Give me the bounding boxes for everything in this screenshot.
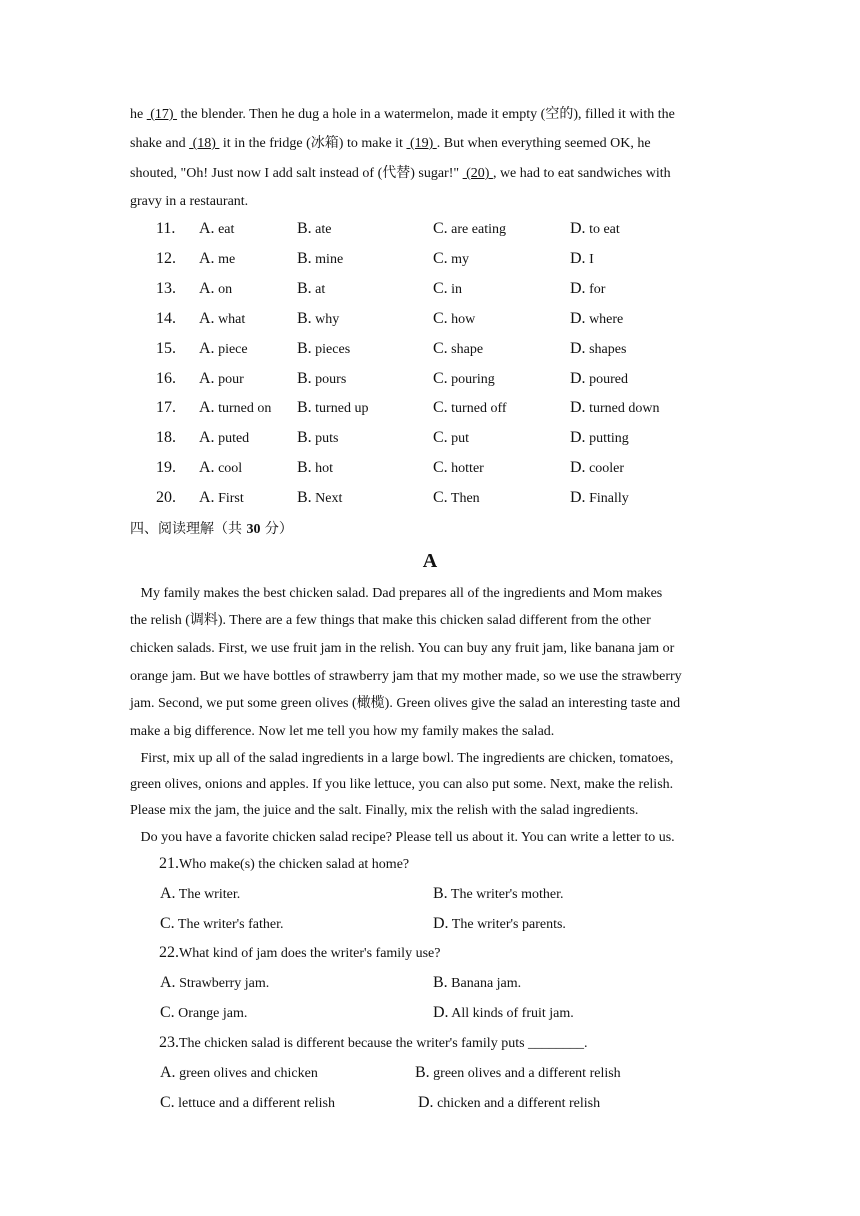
- answer-option[interactable]: [418, 1094, 600, 1112]
- question-text: The chicken salad is different because the writer's family puts ________.: [179, 1036, 588, 1051]
- option-letter: B.: [297, 339, 312, 357]
- answer-option[interactable]: [199, 220, 234, 239]
- option-text: pours: [311, 371, 347, 387]
- option-text: cool: [214, 461, 243, 477]
- option-text: my: [447, 251, 470, 267]
- question-number: 23.: [159, 1034, 179, 1051]
- section-heading: [130, 518, 293, 538]
- text-run: the blender. Then he dug a hole in a watermelon, made it empty (空的), filled it with the: [177, 107, 675, 122]
- option-text: are eating: [447, 222, 506, 237]
- option-text: hotter: [447, 461, 484, 477]
- option-letter: C.: [433, 459, 448, 477]
- option-letter: C.: [160, 1004, 175, 1021]
- option-text: put: [447, 431, 470, 447]
- option-letter: C.: [433, 279, 448, 297]
- answer-option[interactable]: [297, 310, 339, 329]
- option-letter: A.: [199, 369, 215, 387]
- answer-blank: (18): [189, 136, 220, 151]
- answer-option[interactable]: [297, 370, 346, 389]
- text-run: it in the fridge (冰箱) to make it: [219, 136, 407, 151]
- option-text: turned down: [585, 401, 660, 417]
- answer-option[interactable]: [297, 250, 343, 269]
- answer-option[interactable]: [433, 974, 521, 992]
- answer-option[interactable]: [433, 310, 475, 329]
- question-text: What kind of jam does the writer's family use?: [179, 946, 441, 961]
- question-number: 16.: [156, 369, 176, 387]
- option-text: on: [214, 281, 233, 297]
- passage-line: the relish (调料). There are a few things that make this chicken salad different from the other: [130, 613, 651, 628]
- option-text: turned up: [311, 401, 369, 417]
- option-letter: D.: [570, 489, 586, 507]
- question-stem: [159, 944, 440, 963]
- question-number: 13.: [156, 279, 176, 297]
- option-text: The writer's father.: [174, 917, 284, 932]
- answer-option[interactable]: [570, 340, 626, 359]
- answer-option[interactable]: [160, 974, 269, 992]
- option-text: turned off: [447, 401, 507, 417]
- passage-line: orange jam. But we have bottles of strawberry jam that my mother made, so we use the strawberry: [130, 669, 682, 684]
- passage-line: make a big difference. Now let me tell you how my family makes the salad.: [130, 724, 555, 739]
- answer-option[interactable]: [433, 489, 480, 508]
- question-number: 22.: [159, 944, 179, 961]
- question-row: [0, 370, 860, 390]
- option-letter: D.: [570, 459, 586, 477]
- answer-option[interactable]: [570, 459, 624, 478]
- option-text: cooler: [585, 461, 625, 477]
- answer-option[interactable]: [199, 399, 271, 418]
- answer-option[interactable]: [433, 885, 563, 903]
- option-text: The writer's mother.: [447, 887, 564, 902]
- option-letter: B.: [297, 279, 312, 297]
- passage-line: green olives, onions and apples. If you like lettuce, you can also put some. Next, make the relish.: [130, 777, 674, 792]
- option-letter: B.: [297, 489, 312, 507]
- answer-option[interactable]: [570, 250, 594, 269]
- option-letter: A.: [160, 885, 176, 902]
- option-letter: A.: [199, 249, 215, 267]
- option-text: First: [214, 491, 244, 507]
- option-text: pieces: [311, 341, 351, 357]
- option-text: green olives and a different relish: [429, 1066, 621, 1081]
- answer-option[interactable]: [160, 1004, 247, 1022]
- text-run: he: [130, 107, 147, 122]
- option-letter: B.: [297, 369, 312, 387]
- question-row: [0, 280, 860, 300]
- option-text: Strawberry jam.: [175, 976, 270, 991]
- question-text: Who make(s) the chicken salad at home?: [179, 857, 410, 872]
- option-text: puted: [214, 431, 250, 447]
- option-letter: C.: [433, 429, 448, 447]
- answer-option[interactable]: [433, 429, 469, 448]
- question-number: 18.: [156, 429, 176, 447]
- answer-option[interactable]: [433, 220, 506, 239]
- option-letter: A.: [199, 489, 215, 507]
- passage-line: jam. Second, we put some green olives (橄榄). Green olives give the salad an interesting taste and: [130, 696, 681, 711]
- option-letter: A.: [199, 309, 215, 327]
- option-text: The writer.: [175, 887, 241, 902]
- option-text: eat: [214, 222, 235, 237]
- option-letter: C.: [433, 399, 448, 417]
- question-number: 19.: [156, 459, 176, 477]
- answer-option[interactable]: [433, 370, 495, 389]
- option-text: pour: [214, 371, 244, 387]
- question-stem: [159, 1034, 588, 1053]
- passage-line: chicken salads. First, we use fruit jam in the relish. You can buy any fruit jam, like banana jam or: [130, 641, 675, 656]
- answer-option[interactable]: [570, 220, 620, 239]
- answer-option[interactable]: [570, 370, 628, 389]
- option-text: mine: [311, 251, 344, 267]
- option-letter: C.: [433, 309, 448, 327]
- option-letter: B.: [297, 309, 312, 327]
- option-letter: D.: [570, 429, 586, 447]
- option-text: green olives and chicken: [175, 1066, 318, 1081]
- option-letter: C.: [433, 249, 448, 267]
- answer-option[interactable]: [433, 340, 483, 359]
- question-number: 12.: [156, 249, 176, 267]
- answer-option[interactable]: [433, 1004, 574, 1022]
- option-letter: D.: [433, 915, 449, 932]
- option-letter: C.: [433, 220, 448, 237]
- option-text: shapes: [585, 341, 627, 357]
- option-letter: C.: [160, 1094, 175, 1111]
- section-heading-suffix: 分）: [260, 521, 293, 537]
- answer-option[interactable]: [297, 429, 339, 448]
- answer-option[interactable]: [199, 280, 232, 299]
- question-number: 14.: [156, 309, 176, 327]
- option-letter: B.: [433, 974, 448, 991]
- answer-blank: (20): [462, 166, 493, 181]
- passage-line: My family makes the best chicken salad. Dad prepares all of the ingredients and Mom makes: [130, 586, 663, 601]
- question-number: 17.: [156, 399, 176, 417]
- question-row: [0, 220, 860, 240]
- answer-option[interactable]: [199, 340, 248, 359]
- option-text: Then: [447, 491, 480, 507]
- question-row: [0, 429, 860, 449]
- answer-option[interactable]: [297, 459, 333, 478]
- option-text: me: [214, 251, 236, 267]
- option-text: I: [585, 251, 594, 267]
- answer-option[interactable]: [433, 915, 566, 933]
- question-row: [0, 399, 860, 419]
- option-letter: B.: [297, 249, 312, 267]
- option-letter: D.: [570, 399, 586, 417]
- option-text: how: [447, 311, 476, 327]
- option-text: at: [311, 281, 326, 297]
- option-text: putting: [585, 431, 629, 447]
- option-letter: C.: [160, 915, 175, 932]
- text-run: , we had to eat sandwiches with: [492, 166, 671, 181]
- option-letter: D.: [570, 279, 586, 297]
- answer-option[interactable]: [570, 399, 659, 418]
- option-letter: D.: [433, 1004, 449, 1021]
- answer-option[interactable]: [297, 399, 368, 418]
- option-text: in: [447, 281, 463, 297]
- passage-line: [130, 106, 675, 124]
- option-text: what: [214, 311, 246, 327]
- answer-blank: (17): [146, 107, 178, 122]
- answer-option[interactable]: [199, 459, 242, 478]
- option-text: pouring: [447, 371, 495, 387]
- section-heading-prefix: 四、阅读理解（共: [130, 521, 247, 537]
- question-number: 20.: [156, 489, 176, 507]
- answer-option[interactable]: [199, 489, 244, 508]
- answer-option[interactable]: [199, 429, 249, 448]
- option-letter: C.: [433, 489, 448, 507]
- answer-option[interactable]: [433, 459, 484, 478]
- answer-option[interactable]: [570, 280, 605, 299]
- answer-option[interactable]: [199, 310, 245, 329]
- option-letter: B.: [297, 220, 312, 237]
- passage-line: [130, 165, 671, 183]
- option-text: for: [585, 281, 606, 297]
- passage-line: [130, 135, 651, 153]
- option-letter: A.: [160, 974, 176, 991]
- option-text: lettuce and a different relish: [174, 1096, 335, 1111]
- option-text: why: [311, 311, 340, 327]
- option-text: piece: [214, 341, 248, 357]
- answer-option[interactable]: [415, 1064, 621, 1082]
- option-letter: A.: [199, 429, 215, 447]
- option-text: ate: [311, 222, 332, 237]
- option-text: chicken and a different relish: [433, 1096, 601, 1111]
- option-text: Finally: [585, 491, 629, 507]
- option-text: to eat: [585, 222, 620, 237]
- option-text: where: [585, 311, 624, 327]
- question-row: [0, 489, 860, 509]
- text-run: . But when everything seemed OK, he: [436, 136, 651, 151]
- section-heading-points: 30: [246, 522, 261, 537]
- answer-option[interactable]: [199, 370, 244, 389]
- option-letter: C.: [433, 369, 448, 387]
- option-letter: D.: [570, 369, 586, 387]
- option-letter: B.: [297, 459, 312, 477]
- option-letter: D.: [570, 309, 586, 327]
- question-number: 15.: [156, 339, 176, 357]
- option-letter: D.: [570, 249, 586, 267]
- answer-option[interactable]: [433, 399, 507, 418]
- option-text: poured: [585, 371, 628, 387]
- answer-option[interactable]: [570, 489, 629, 508]
- answer-option[interactable]: [297, 280, 325, 299]
- option-text: shape: [447, 341, 484, 357]
- option-letter: A.: [199, 279, 215, 297]
- option-letter: B.: [433, 885, 448, 902]
- answer-option[interactable]: [160, 885, 240, 903]
- answer-option[interactable]: [570, 429, 629, 448]
- option-text: The writer's parents.: [448, 917, 566, 932]
- answer-option[interactable]: [433, 250, 469, 269]
- option-letter: A.: [199, 399, 215, 417]
- question-row: [0, 340, 860, 360]
- text-run: gravy in a restaurant.: [130, 194, 249, 209]
- option-letter: A.: [160, 1064, 176, 1081]
- answer-option[interactable]: [160, 915, 283, 933]
- passage-line: [130, 193, 248, 211]
- passage-line: Please mix the jam, the juice and the salt. Finally, mix the relish with the salad ingredients.: [130, 803, 639, 818]
- passage-title: A: [422, 550, 438, 572]
- answer-option[interactable]: [160, 1094, 335, 1112]
- question-number: 11.: [156, 220, 176, 237]
- option-text: Banana jam.: [447, 976, 522, 991]
- option-letter: D.: [570, 220, 586, 237]
- text-run: shouted, "Oh! Just now I add salt instead of (代替) sugar!": [130, 166, 463, 181]
- option-letter: B.: [297, 429, 312, 447]
- answer-option[interactable]: [160, 1064, 318, 1082]
- answer-option[interactable]: [433, 280, 462, 299]
- option-letter: B.: [415, 1064, 430, 1081]
- option-letter: B.: [297, 399, 312, 417]
- option-letter: A.: [199, 220, 215, 237]
- text-run: shake and: [130, 136, 190, 151]
- option-text: Orange jam.: [174, 1006, 248, 1021]
- option-letter: C.: [433, 339, 448, 357]
- question-row: [0, 310, 860, 330]
- answer-option[interactable]: [297, 489, 342, 508]
- option-text: hot: [311, 461, 334, 477]
- option-text: puts: [311, 431, 339, 447]
- question-stem: [159, 855, 409, 874]
- option-text: Next: [311, 491, 343, 507]
- answer-option[interactable]: [199, 250, 235, 269]
- option-text: All kinds of fruit jam.: [448, 1006, 574, 1021]
- question-row: [0, 250, 860, 270]
- answer-option[interactable]: [570, 310, 623, 329]
- answer-blank: (19): [406, 136, 437, 151]
- question-number: 21.: [159, 855, 179, 872]
- answer-option[interactable]: [297, 220, 332, 239]
- option-letter: A.: [199, 339, 215, 357]
- question-row: [0, 459, 860, 479]
- answer-option[interactable]: [297, 340, 350, 359]
- option-letter: D.: [418, 1094, 434, 1111]
- option-letter: D.: [570, 339, 586, 357]
- passage-line: First, mix up all of the salad ingredients in a large bowl. The ingredients are chicken, tomatoes,: [130, 751, 674, 766]
- passage-line: Do you have a favorite chicken salad recipe? Please tell us about it. You can write a letter to us.: [130, 830, 675, 845]
- option-text: turned on: [214, 401, 272, 417]
- option-letter: A.: [199, 459, 215, 477]
